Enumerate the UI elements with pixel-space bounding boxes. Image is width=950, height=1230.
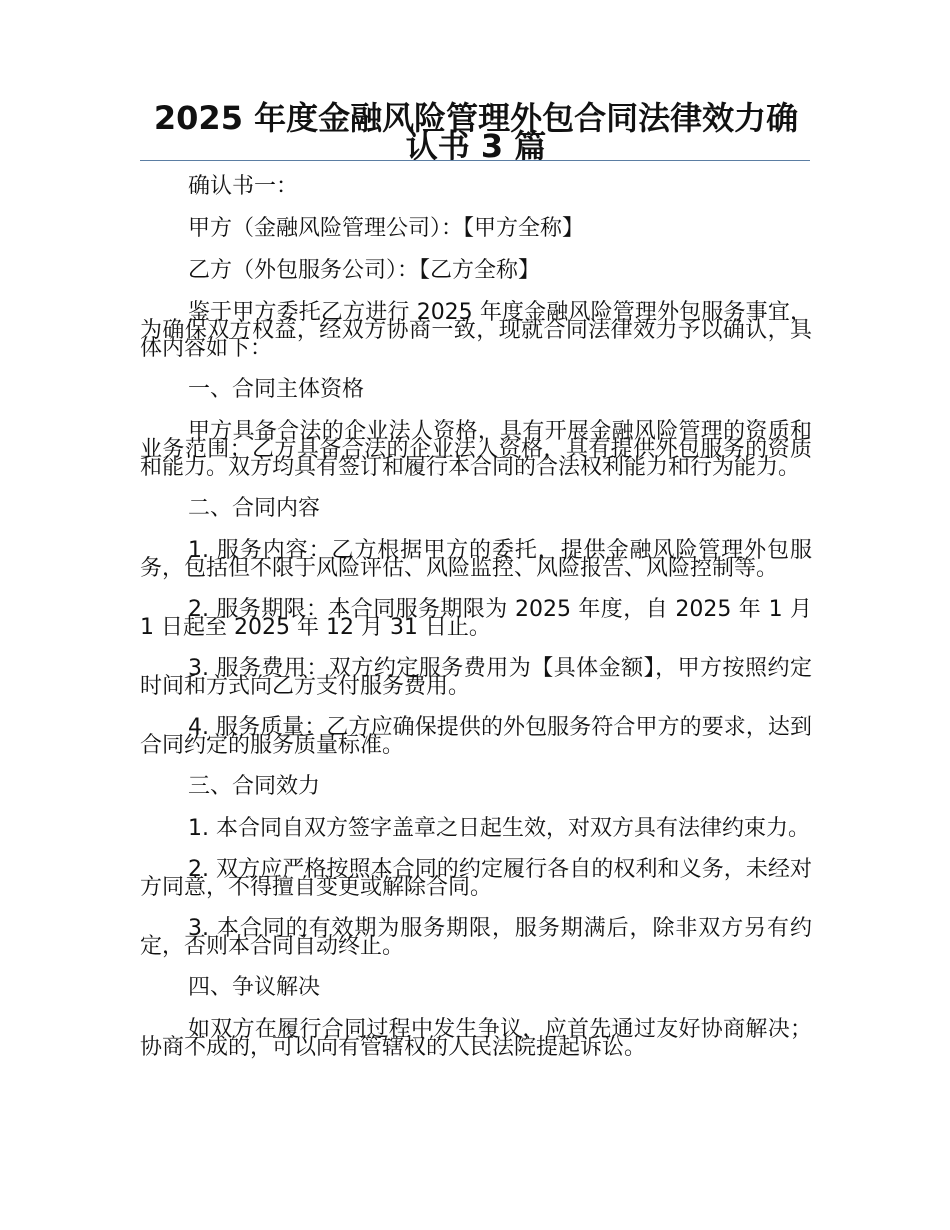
title-underline [140, 160, 810, 161]
section-heading-1: 一、合同主体资格 [188, 377, 365, 402]
section-heading-3: 三、合同效力 [188, 774, 321, 799]
paragraph-party-b: 乙方（外包服务公司）：【乙方全称】 [188, 258, 541, 283]
paragraph-service-fee: 3. 服务费用：双方约定服务费用为【具体金额】，甲方按照约定时间和方式向乙方支付服务费用。 [140, 656, 812, 699]
section-heading-4: 四、争议解决 [188, 975, 321, 1000]
paragraph-effectiveness-2: 2. 双方应严格按照本合同的约定履行各自的权利和义务，未经对方同意，不得擅自变更或解除合同。 [140, 857, 812, 900]
paragraph-service-quality: 4. 服务质量：乙方应确保提供的外包服务符合甲方的要求，达到合同约定的服务质量标准。 [140, 715, 812, 758]
paragraph-confirmation-heading: 确认书一： [188, 174, 299, 199]
document-body [140, 174, 812, 1080]
paragraph-dispute-resolution: 如双方在履行合同过程中发生争议，应首先通过友好协商解决；协商不成的，可以向有管辖权的人民法院提起诉讼。 [140, 1017, 812, 1060]
paragraph-service-term: 2. 服务期限：本合同服务期限为 2025 年度，自 2025 年 1 月 1 日起至 2025 年 12 月 31 日止。 [140, 597, 812, 640]
section-heading-2: 二、合同内容 [188, 496, 321, 521]
paragraph-subject-qualification: 甲方具备合法的企业法人资格，具有开展金融风险管理的资质和业务范围；乙方具备合法的企业法人资格，具有提供外包服务的资质和能力。双方均具有签订和履行本合同的合法权利能力和行为能力。 [140, 419, 812, 480]
paragraph-effectiveness-3: 3. 本合同的有效期为服务期限，服务期满后，除非双方另有约定，否则本合同自动终止。 [140, 916, 812, 959]
paragraph-effectiveness-1: 1. 本合同自双方签字盖章之日起生效，对双方具有法律约束力。 [188, 816, 810, 841]
paragraph-party-a: 甲方（金融风险管理公司）：【甲方全称】 [188, 216, 585, 241]
document-title: 2025 年度金融风险管理外包合同法律效力确认书 3 篇 [153, 99, 799, 165]
paragraph-service-content: 1. 服务内容：乙方根据甲方的委托，提供金融风险管理外包服务，包括但不限于风险评估、风险监控、风险报告、风险控制等。 [140, 538, 812, 581]
paragraph-preamble: 鉴于甲方委托乙方进行 2025 年度金融风险管理外包服务事宜，为确保双方权益，经双方协商一致，现就合同法律效力予以确认，具体内容如下： [140, 300, 812, 361]
